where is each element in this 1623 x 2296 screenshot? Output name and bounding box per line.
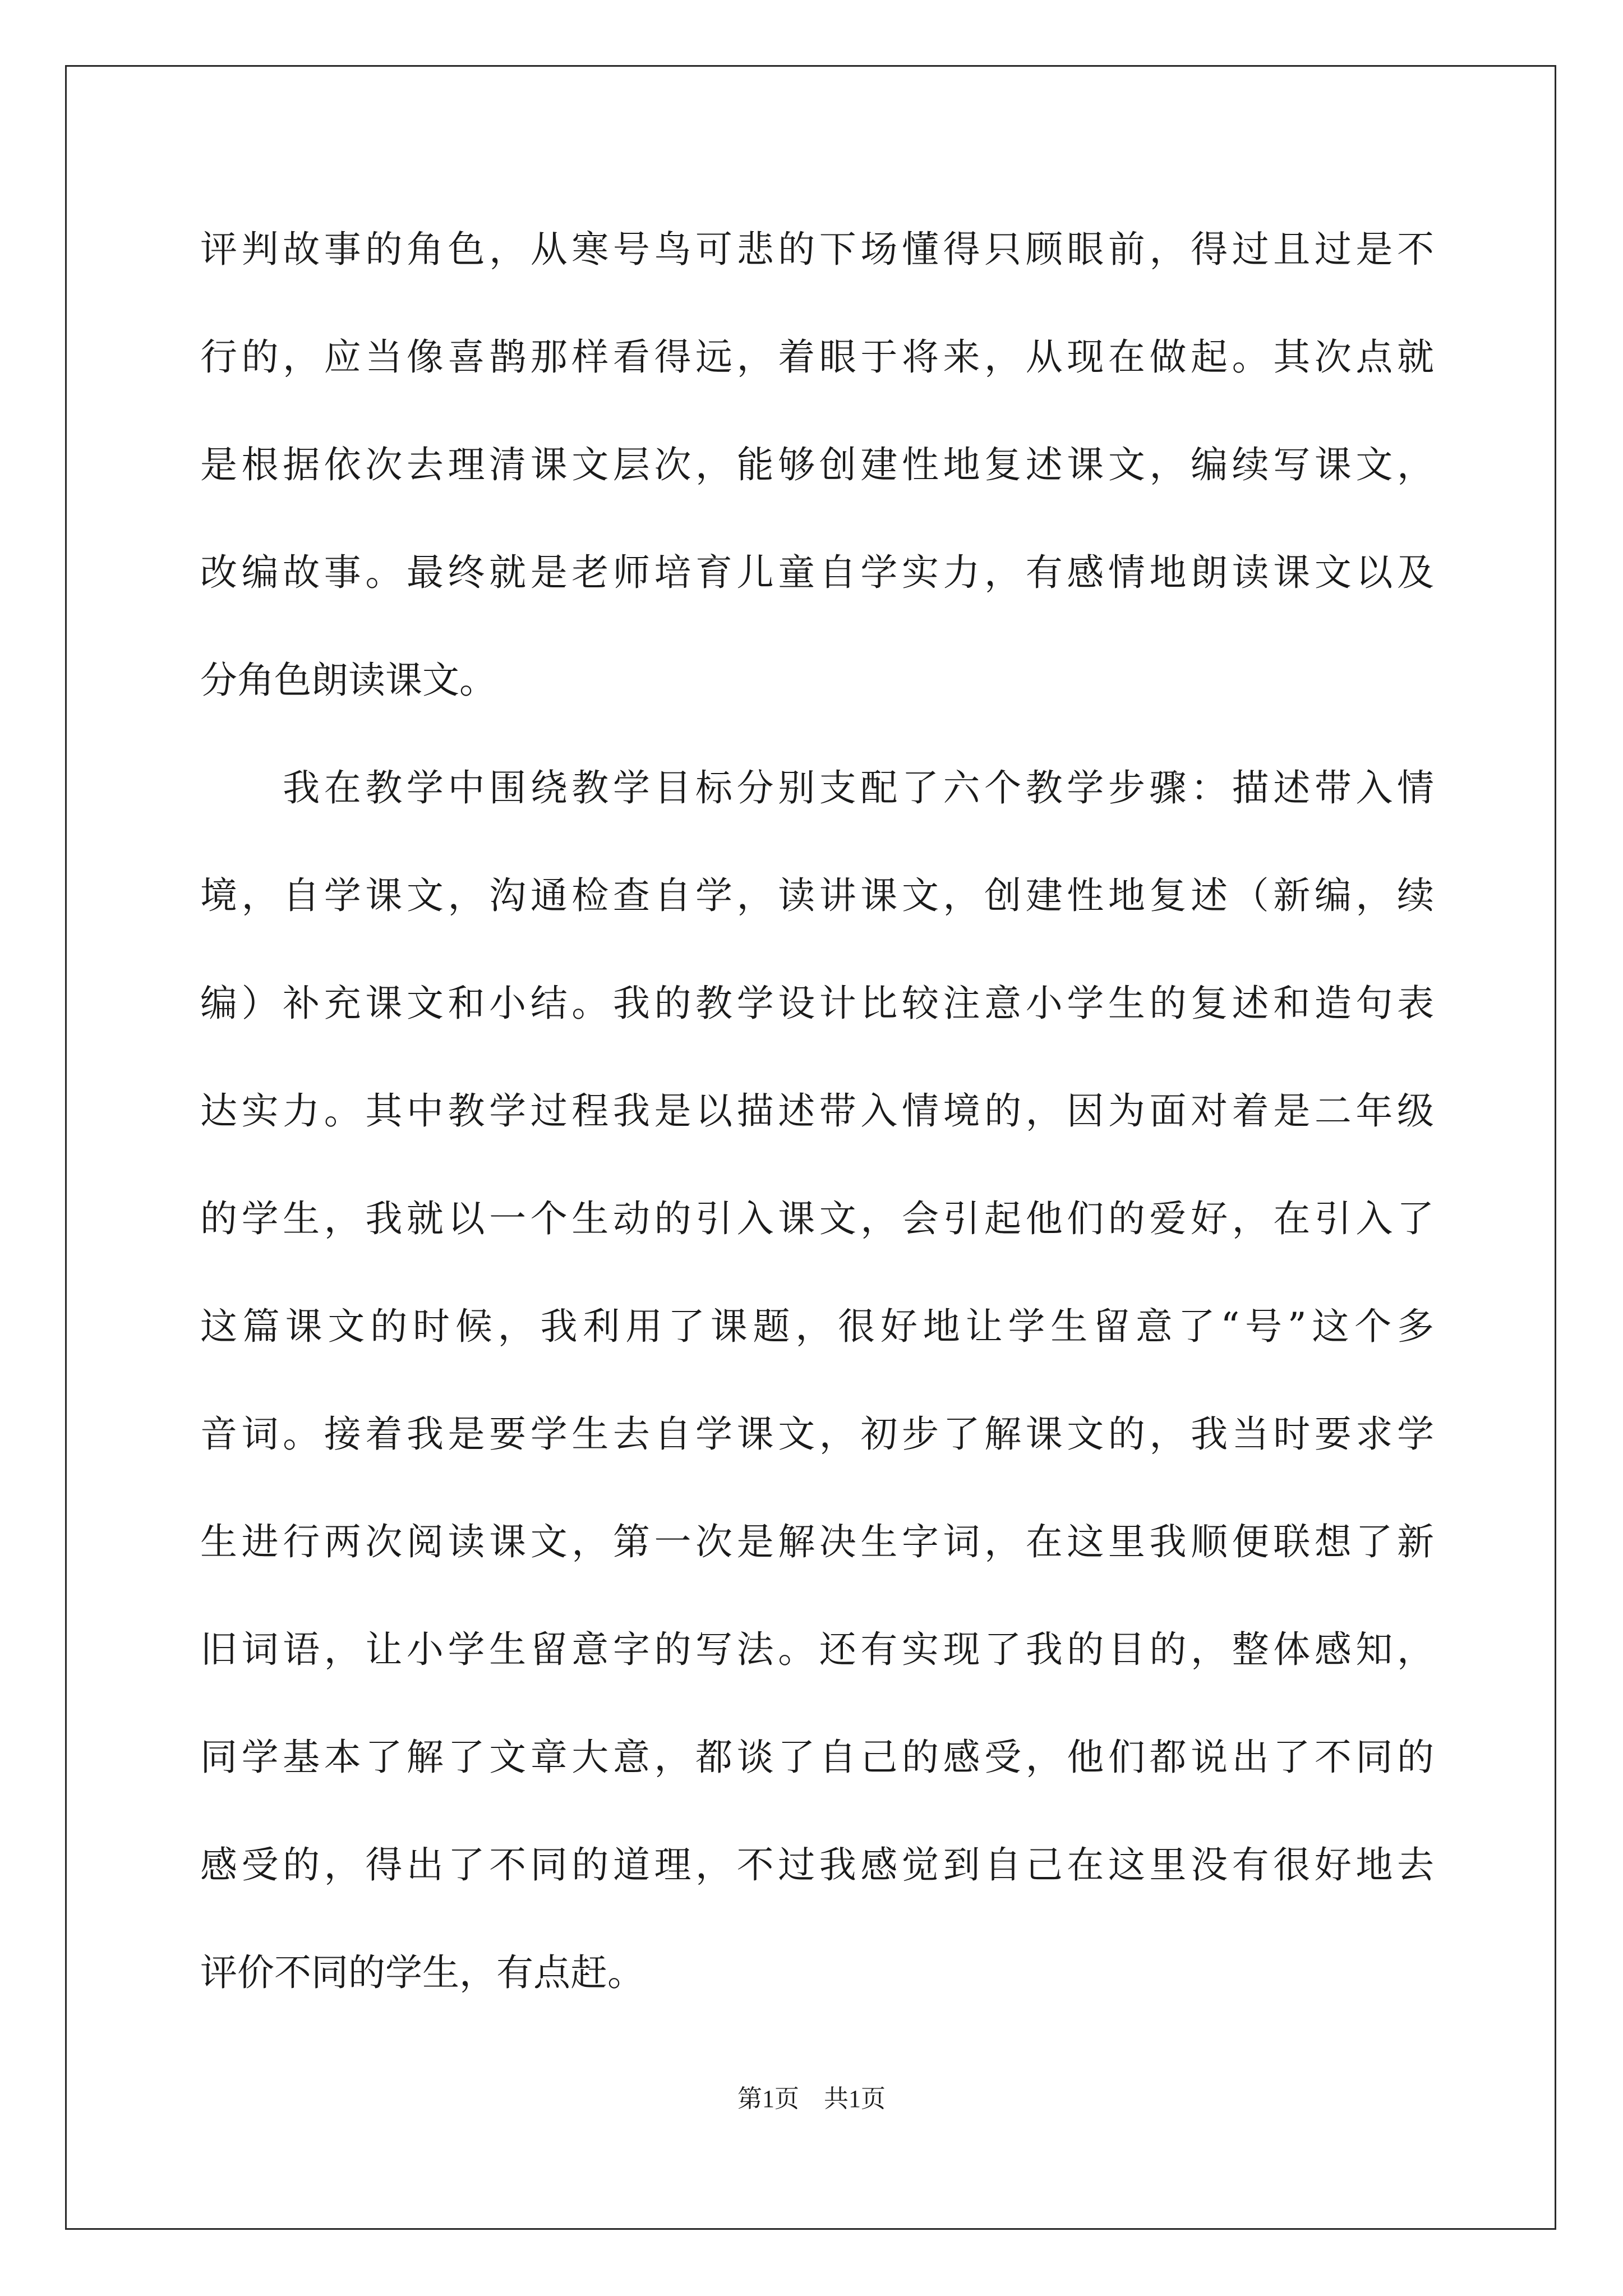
paragraph-2-line-1: 我在教学中围绕教学目标分别支配了六个教学步骤：描述带入情 xyxy=(200,766,1434,809)
paragraph-2-line-10: 同学基本了解了文章大意，都谈了自己的感受，他们都说出了不同的 xyxy=(200,1736,1434,1779)
paragraph-1-line-1: 评判故事的角色，从寒号鸟可悲的下场懂得只顾眼前，得过且过是不 xyxy=(200,228,1434,271)
paragraph-2-line-8: 生进行两次阅读课文，第一次是解决生字词，在这里我顺便联想了新 xyxy=(200,1520,1434,1563)
paragraph-2-line-11: 感受的，得出了不同的道理，不过我感觉到自己在这里没有很好地去 xyxy=(200,1843,1434,1887)
paragraph-2-line-5: 的学生，我就以一个生动的引入课文，会引起他们的爱好，在引入了 xyxy=(200,1197,1434,1240)
paragraph-2-line-3: 编）补充课文和小结。我的教学设计比较注意小学生的复述和造句表 xyxy=(200,982,1434,1025)
paragraph-1-line-2: 行的，应当像喜鹊那样看得远，着眼于将来，从现在做起。其次点就 xyxy=(200,335,1434,379)
paragraph-2-line-4: 达实力。其中教学过程我是以描述带入情境的，因为面对着是二年级 xyxy=(200,1089,1434,1133)
paragraph-1-line-3: 是根据依次去理清课文层次，能够创建性地复述课文，编续写课文， xyxy=(200,443,1434,486)
paragraph-1-line-5: 分角色朗读课文。 xyxy=(200,659,496,702)
paragraph-1-line-4: 改编故事。最终就是老师培育儿童自学实力，有感情地朗读课文以及 xyxy=(200,551,1434,594)
page-border xyxy=(65,65,1556,2230)
paragraph-2-line-12: 评价不同的学生，有点赶。 xyxy=(200,1951,644,1994)
paragraph-2-line-6: 这篇课文的时候，我利用了课题，很好地让学生留意了“号”这个多 xyxy=(200,1305,1434,1348)
paragraph-2-line-2: 境，自学课文，沟通检查自学，读讲课文，创建性地复述（新编，续 xyxy=(200,874,1434,917)
page-number-footer: 第1页 共1页 xyxy=(737,2085,886,2113)
paragraph-2-line-9: 旧词语，让小学生留意字的写法。还有实现了我的目的，整体感知， xyxy=(200,1628,1434,1671)
paragraph-2-line-7: 音词。接着我是要学生去自学课文，初步了解课文的，我当时要求学 xyxy=(200,1412,1434,1456)
